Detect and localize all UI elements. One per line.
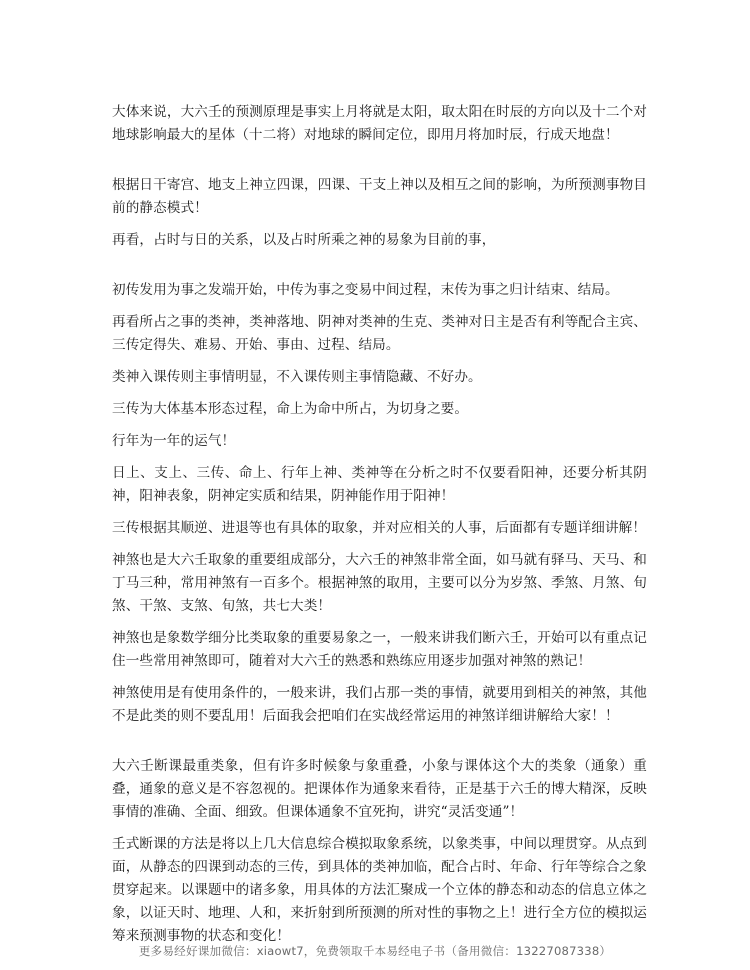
paragraph: 类神入课传则主事情明显，不入课传则主事情隐藏、不好办。 bbox=[112, 369, 482, 385]
paragraph: 神煞也是象数学细分比类取象的重要易象之一，一般来讲我们断六壬，开始可以有重点记住一些常用神煞即可，随着对大六壬的熟悉和熟练应用逐步加强对神煞的熟记！ bbox=[112, 630, 647, 669]
paragraph: 神煞使用是有使用条件的，一般来讲，我们占那一类的事情，就要用到相关的神煞，其他不是此类的则不要乱用！后面我会把咱们在实战经常运用的神煞详细讲解给大家！！ bbox=[112, 685, 647, 724]
paragraph: 根据日干寄宫、地支上神立四课，四课、干支上神以及相互之间的影响，为所预测事物目前的静态模式！ bbox=[112, 177, 647, 216]
paragraph: 大六壬断课最重类象，但有许多时候象与象重叠，小象与课体这个大的类象（通象）重叠，通象的意义是不容忽视的。把课体作为通象来看待，正是基于六壬的博大精深，反映事情的准确、全面、细致。但课体通象不宜死拘，讲究“灵活变通”！ bbox=[112, 758, 647, 820]
paragraph: 再看，占时与日的关系，以及占时所乘之神的易象为目前的事， bbox=[112, 232, 496, 248]
paragraph: 日上、支上、三传、命上、行年上神、类神等在分析之时不仅要看阳神，还要分析其阴神，阳神表象，阴神定实质和结果，阴神能作用于阳神！ bbox=[112, 465, 647, 504]
paragraph: 三传为大体基本形态过程，命上为命中所占，为切身之要。 bbox=[112, 401, 469, 417]
paragraph: 再看所占之事的类神，类神落地、阴神对类神的生克、类神对日主是否有利等配合主宾、三传定得失、难易、开始、事由、过程、结局。 bbox=[112, 314, 647, 353]
footer-promo-text: 更多易经好课加微信：xiaowt7，免费领取千本易经电子书（备用微信：13227087338） bbox=[138, 944, 612, 958]
document-body bbox=[112, 101, 647, 948]
paragraph: 神煞也是大六壬取象的重要组成部分，大六壬的神煞非常全面，如马就有驿马、天马、和丁马三种，常用神煞有一百多个。根据神煞的取用，主要可以分为岁煞、季煞、月煞、旬煞、干煞、支煞、旬煞，共七大类！ bbox=[112, 552, 647, 614]
paragraph: 壬式断课的方法是将以上几大信息综合模拟取象系统，以象类事，中间以理贯穿。从点到面，从静态的四课到动态的三传，到具体的类神加临，配合占时、年命、行年等综合之象贯穿起来。以课题中的诸多象，用具体的方法汇聚成一个立体的静态和动态的信息立体之象，以证天时、地理、人和，来折射到所预测的所对性的事物之上！进行全方位的模拟运筹来预测事物的状态和变化！ bbox=[112, 836, 647, 944]
paragraph: 三传根据其顺逆、进退等也有具体的取象，并对应相关的人事，后面都有专题详细讲解！ bbox=[112, 520, 647, 536]
paragraph: 初传发用为事之发端开始，中传为事之变易中间过程，末传为事之归计结束、结局。 bbox=[112, 282, 619, 298]
paragraph: 行年为一年的运气！ bbox=[112, 433, 236, 449]
paragraph: 大体来说，大六壬的预测原理是事实上月将就是太阳，取太阳在时辰的方向以及十二个对地球影响最大的星体（十二将）对地球的瞬间定位，即用月将加时辰，行成天地盘！ bbox=[112, 104, 647, 143]
